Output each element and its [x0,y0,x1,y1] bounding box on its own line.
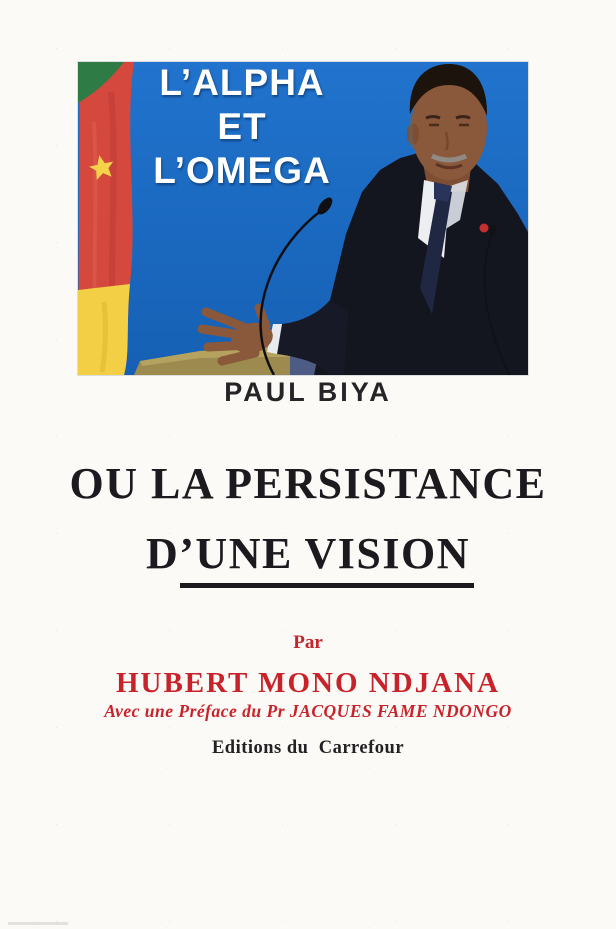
author-name: HUBERT MONO NDJANA [115,667,501,699]
subject-name: PAUL BIYA [224,377,392,407]
photo-headline-line1: L’ALPHA [159,62,325,103]
main-title-line1: OU LA PERSISTANCE [69,459,547,508]
main-title-line2: D’UNE VISION [145,529,471,578]
preface-credit: Avec une Préface du Pr JACQUES FAME NDONGO [104,701,512,721]
photo-headline [126,62,358,193]
scan-artifact [8,922,68,925]
publisher-name: Editions du Carrefour [211,738,405,758]
cover-photo [78,62,528,375]
lapel-pin [480,224,489,233]
photo-headline-line2: ET [217,106,267,147]
byline: Par [293,632,323,653]
photo-headline-line3: L’OMEGA [153,150,331,191]
title-underline [180,583,474,588]
